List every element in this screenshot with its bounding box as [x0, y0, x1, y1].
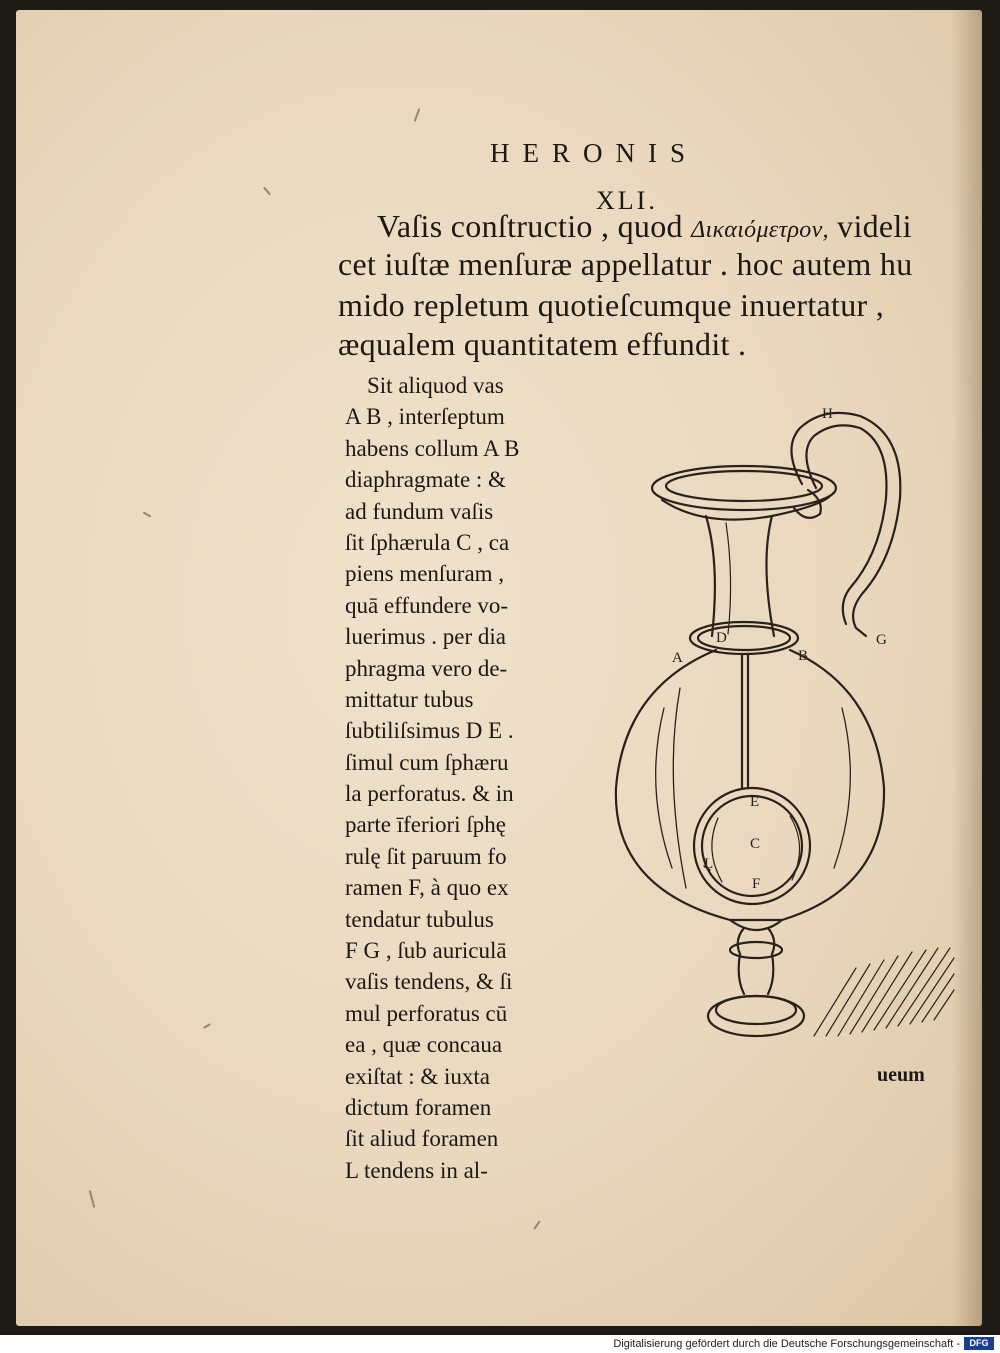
figure-label-c: C [750, 836, 761, 852]
paper-fiber [203, 1023, 211, 1029]
heading-line: cet iuſtæ menſuræ appellatur . hoc autem hu [338, 246, 913, 282]
body-line: rulę ſit paruum fo [345, 843, 507, 869]
body-line: L tendens in al- [345, 1157, 488, 1183]
figure-label-h: H [822, 406, 833, 422]
body-line: F G , ſub auriculā [345, 938, 507, 964]
body-line: Sit aliquod vas [367, 373, 504, 398]
figure-label-e: E [750, 794, 760, 810]
body-line: ad fundum vaſis [345, 498, 494, 524]
body-line: dictum foramen [345, 1094, 492, 1120]
body-line: vaſis tendens, & ſi [345, 969, 513, 995]
figure-label-a: A [672, 650, 683, 666]
paper-fiber [263, 187, 271, 196]
figure-label-l: L [704, 856, 714, 872]
body-line: habens collum A B [345, 435, 520, 461]
dfg-logo: DFG [964, 1337, 994, 1350]
figure-label-d: D [716, 630, 727, 646]
footer-credit: Digitalisierung gefördert durch die Deutsche Forschungsgemeinschaft - [613, 1338, 960, 1350]
chapter-number: XLI. [596, 186, 658, 215]
greek-term: Δικαιόμετρον, [691, 217, 829, 243]
body-text-column [345, 370, 565, 1186]
body-line: quā effundere vo- [345, 592, 509, 618]
figure-label-f: F [752, 876, 761, 892]
heading-text: Vaſis conſtructio , quod [377, 208, 692, 244]
body-line: piens menſuram , [345, 561, 505, 587]
vessel-illustration [594, 388, 964, 1048]
running-head: HERONIS [490, 138, 699, 168]
paper-fiber [143, 511, 152, 517]
paper-fiber [89, 1190, 96, 1208]
figure-label-b: B [798, 648, 809, 664]
figure-label-g: G [876, 632, 887, 648]
body-line: ſit aliud foramen [345, 1126, 499, 1152]
body-line: diaphragmate : & [345, 467, 506, 493]
heading-line: mido repletum quotieſcumque inuertatur , [338, 287, 885, 323]
heading-line [377, 208, 912, 245]
heading-line: æqualem quantitatem effundit . [338, 326, 747, 362]
body-line: ea , quæ concaua [345, 1032, 503, 1058]
shadow-hatching [814, 948, 954, 1036]
body-line: mul perforatus cū [345, 1000, 508, 1026]
body-line: phragma vero de- [345, 655, 508, 681]
body-line: luerimus . per dia [345, 624, 506, 650]
body-line: parte īferiori ſphę [345, 812, 506, 838]
paper-fiber [533, 1220, 540, 1229]
paper-fiber [414, 108, 421, 122]
body-line: ſubtiliſsimus D E . [345, 718, 514, 744]
body-line: A B , interſeptum [345, 404, 505, 430]
body-line: exiſtat : & iuxta [345, 1063, 490, 1089]
catchword: ueum [877, 1064, 925, 1086]
body-line: ſimul cum ſphæru [345, 749, 509, 775]
body-line: tendatur tubulus [345, 906, 494, 932]
body-line: mittatur tubus [345, 686, 474, 712]
body-line: la perforatus. & in [345, 781, 514, 807]
body-line: ramen F, à quo ex [345, 875, 509, 901]
heading-text: videli [828, 208, 912, 244]
body-line: ſit ſphærula C , ca [345, 529, 510, 555]
